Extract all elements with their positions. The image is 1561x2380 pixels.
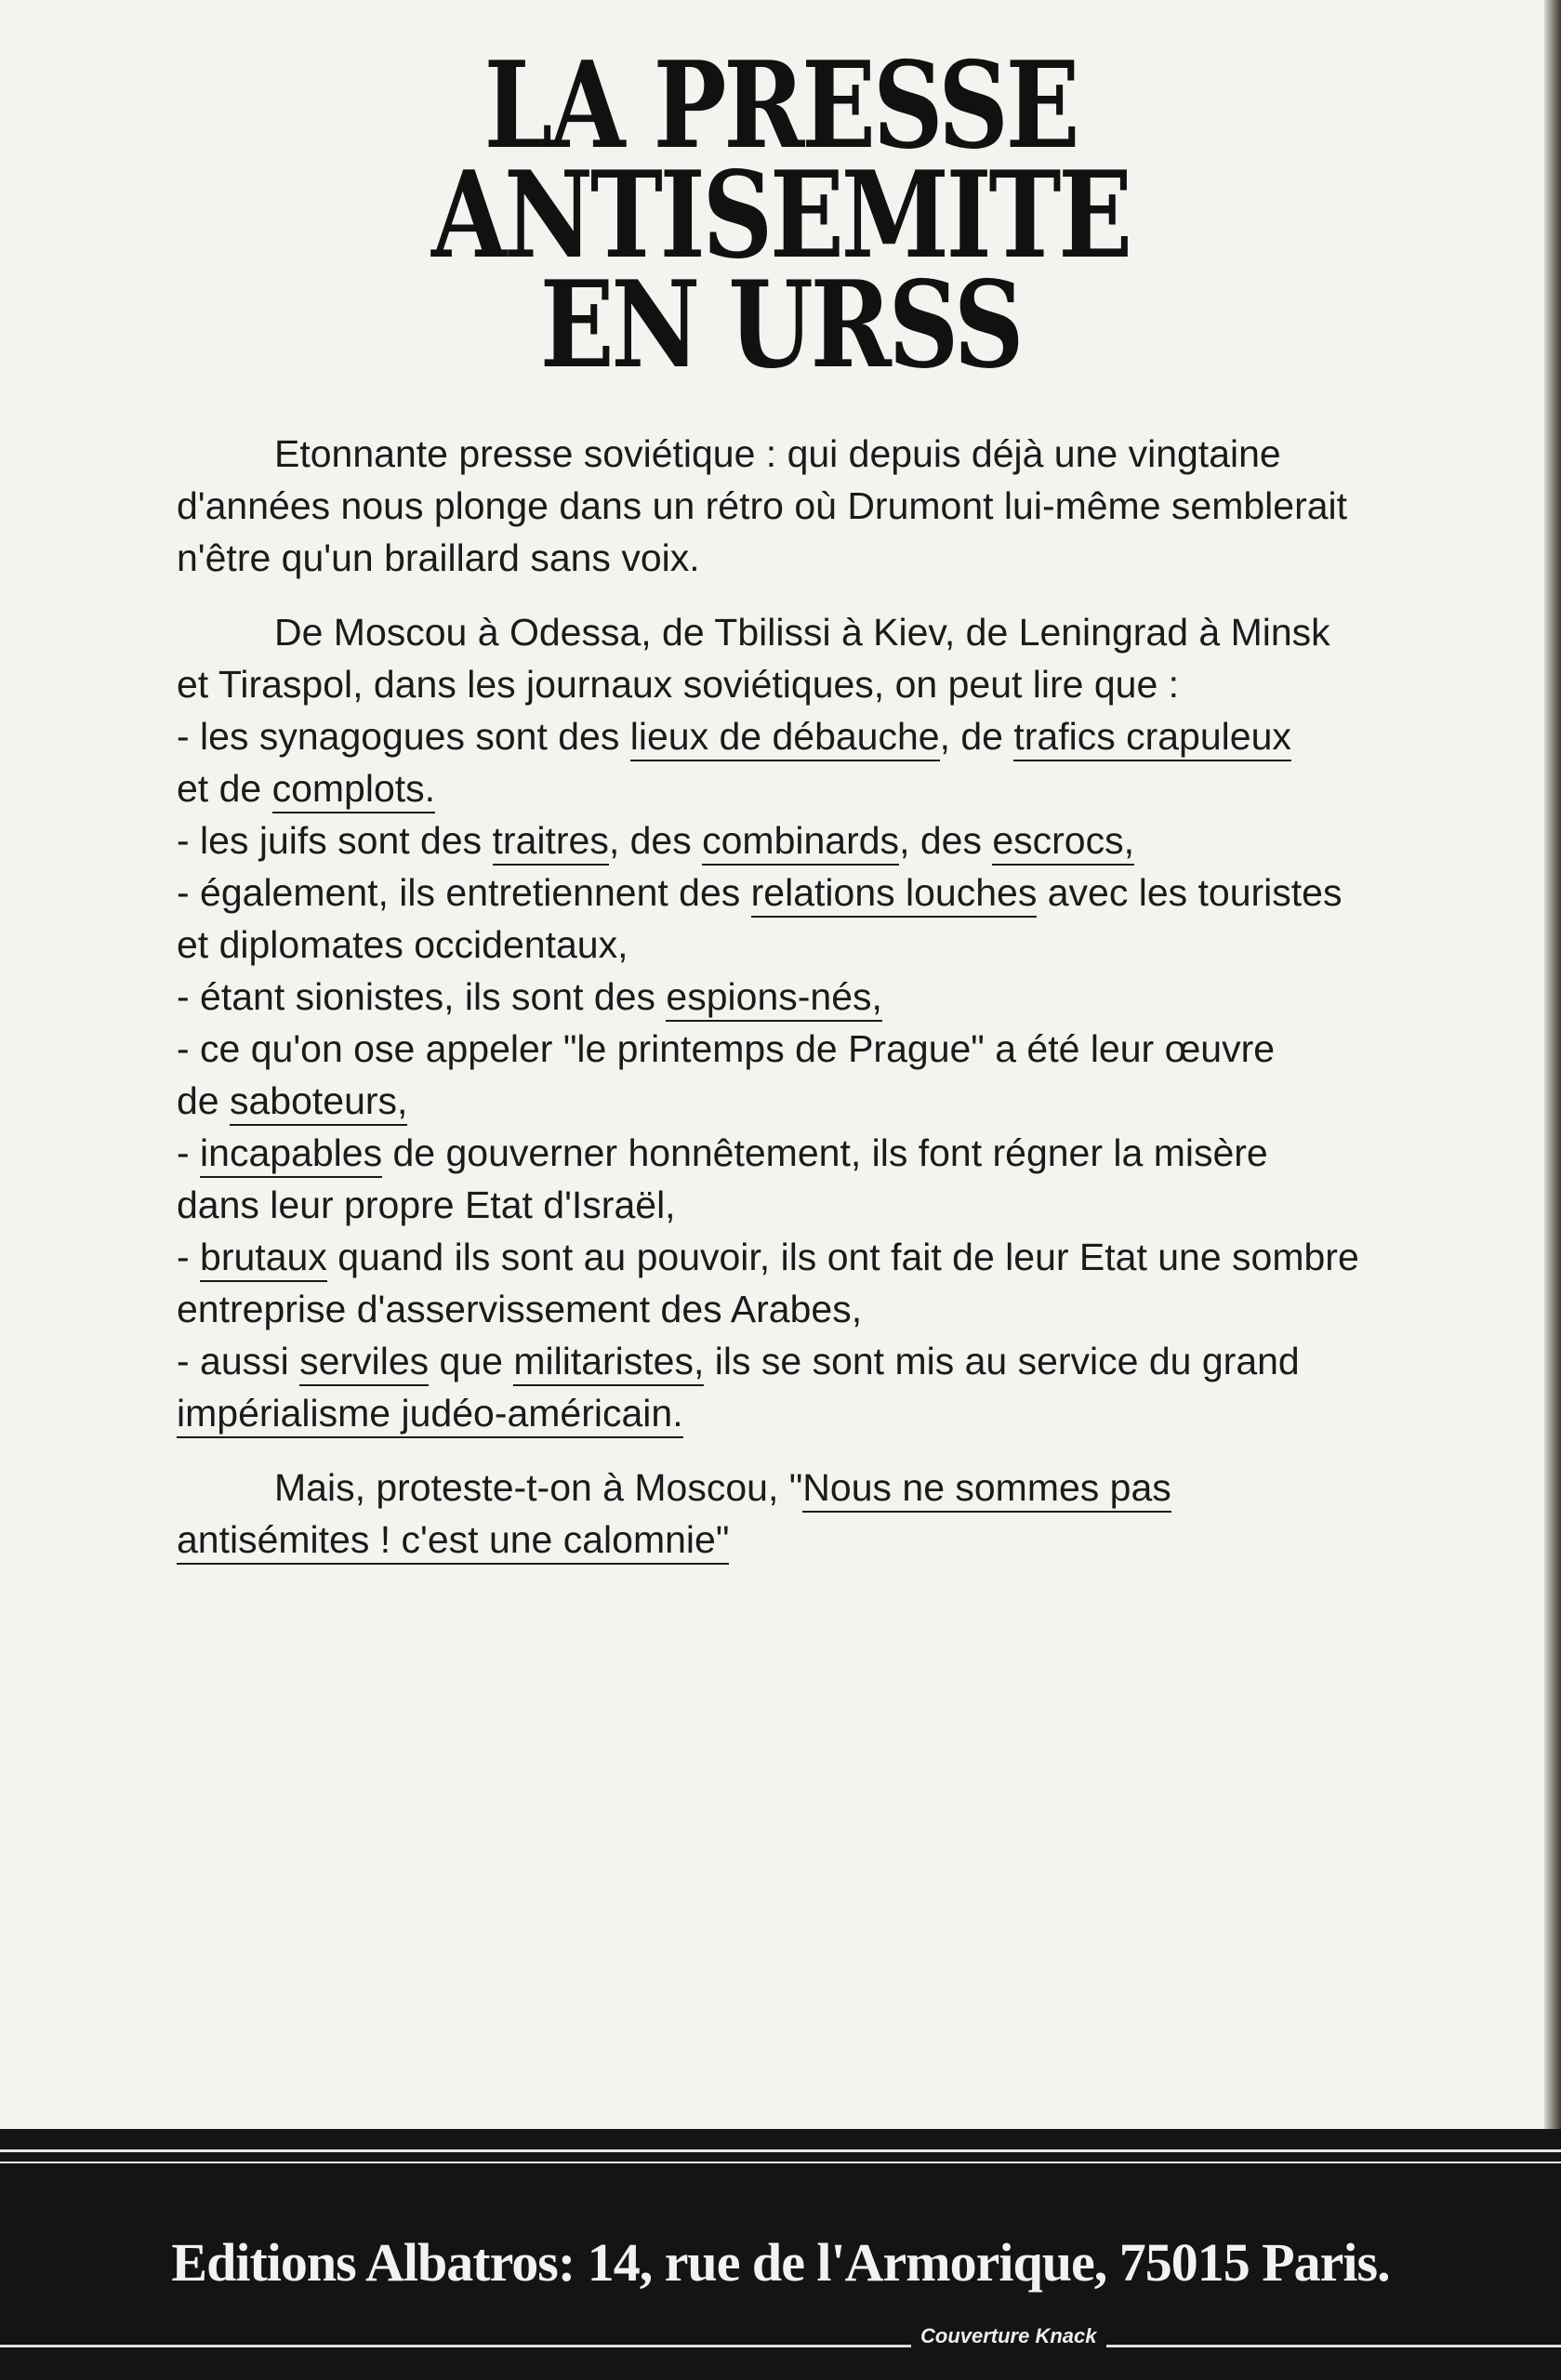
list-item-prague: - ce qu'on ose appeler "le printemps de Prague" a été leur œuvre [177,1027,1276,1070]
underlined-phrase: complots. [272,767,435,813]
list-intro-line-2: et Tiraspol, dans les journaux soviétiques, on peut lire que : [177,663,1180,706]
underlined-phrase: brutaux [200,1236,327,1282]
paragraph-conclusion [177,1461,1385,1566]
list-item-prague-cont: de saboteurs, [177,1075,1385,1127]
conclusion-line-1: Mais, proteste-t-on à Moscou, " [274,1466,803,1509]
list-item-brutal-cont: entreprise d'asservissement des Arabes, [177,1288,863,1330]
underlined-phrase: trafics crapuleux [1013,715,1291,761]
underlined-phrase: saboteurs, [230,1079,407,1126]
list-item-traitors: - les juifs sont des traitres, des combinards, des escrocs, [177,814,1385,866]
publisher-address: Editions Albatros: 14, rue de l'Armorique, 75015 Paris. [171,2232,1390,2293]
list-intro-line-1: De Moscou à Odessa, de Tbilissi à Kiev, de Leningrad à Minsk [274,611,1330,654]
list-item-spies: - étant sionistes, ils sont des espions-nés, [177,971,1385,1023]
list-item-synagogues-cont: et de complots. [177,762,1385,814]
credit-rule [0,2345,1561,2347]
footer-rule-top [0,2149,1561,2152]
intro-line-2: d'années nous plonge dans un rétro où Drumont lui-même semblerait [177,484,1348,527]
underlined-phrase: antisémites ! c'est une calomnie" [177,1518,729,1565]
paragraph-list [177,606,1385,1439]
title-line-2: ANTISEMITE [431,146,1130,285]
underlined-phrase: incapables [200,1131,382,1178]
list-item-synagogues: - les synagogues sont des lieux de débauche, de trafics crapuleux [177,710,1385,762]
footer-rule-top-thin [0,2162,1561,2163]
list-item-relations: - également, ils entretiennent des relations louches avec les touristes [177,866,1385,919]
intro-line-1: Etonnante presse soviétique : qui depuis déjà une vingtaine [274,432,1281,475]
underlined-phrase: lieux de débauche [630,715,940,761]
title-line-1: LA PRESSE [483,36,1078,176]
underlined-phrase: combinards [702,819,899,866]
cover-credit: Couverture Knack [911,2324,1106,2348]
list-item-brutal: - brutaux quand ils sont au pouvoir, ils ont fait de leur Etat une sombre [177,1231,1385,1283]
underlined-phrase: traitres [493,819,609,866]
book-title [0,36,1561,395]
list-item-incapable: - incapables de gouverner honnêtement, ils font régner la misère [177,1127,1385,1179]
list-item-servile-cont [177,1387,1385,1439]
underlined-phrase: impérialisme judéo-américain. [177,1392,683,1438]
underlined-phrase: militaristes, [513,1340,704,1386]
underlined-phrase: relations louches [751,871,1038,918]
underlined-phrase: espions-nés, [666,975,881,1022]
list-item-incapable-cont: dans leur propre Etat d'Israël, [177,1183,676,1226]
blurb-text [177,428,1385,1588]
intro-line-3: n'être qu'un braillard sans voix. [177,536,700,579]
list-item-relations-cont: et diplomates occidentaux, [177,923,628,966]
paragraph-intro [177,428,1385,584]
title-line-3: EN URSS [539,256,1022,395]
underlined-phrase: Nous ne sommes pas [802,1466,1171,1513]
underlined-phrase: serviles [299,1340,429,1386]
list-item-servile: - aussi serviles que militaristes, ils se sont mis au service du grand [177,1335,1385,1387]
underlined-phrase: escrocs, [992,819,1134,866]
